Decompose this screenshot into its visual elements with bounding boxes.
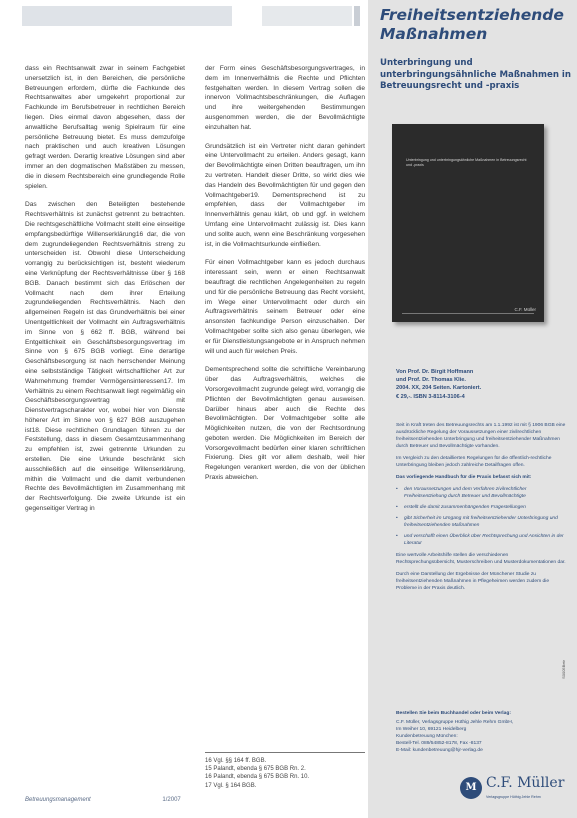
book-cover-rule [402,313,534,314]
publisher-name: C.F. Müller [486,775,565,791]
publisher-logo [460,775,570,805]
ad-authors [396,368,566,401]
header-tab-bar [262,6,352,26]
footnotes [205,752,365,790]
ad-subtitle: Unterbringung und unterbringungsähnliche Maßnahmen in Betreuungsrecht und -praxis [380,58,572,91]
article-column-left [25,64,185,523]
article-paragraph: Grundsätzlich ist ein Vertreter nicht daran gehindert eine Untervollmacht zu erteilen. Anders gesagt, kann der Bevollmächtigte einen Dritten beauftragen, um ihn zu vertreten. Handelt dieser Dritte, so wirkt dies wie das Handeln des Bevollmächtigten für und gegen den Vollmachtgeber19. Dementsprechend ist zu empfehlen, dass der Vollmachtgeber im Innenverhältnis genau klärt, ob und ggf. in welchem Umfang eine Untervollmacht zulässig ist. Dies kann und sollte auch, wenn eine Beschränkung vorgesehen ist, in die Vollmachtsurkunde einfließen. [205,142,365,248]
journal-issue: 1/2007 [162,797,181,803]
ad-paragraph: Seit in Kraft treten des Betreuungsrechts am 1.1.1992 ist mit § 1906 BGB eine ausdrückliche Regelung der Voraussetzungen einer zivilrechtlichen freiheitsentziehenden Unterbringung und freiheitsentziehender Maßnahmen durch Betreuer und Bevollmächtigte vorhanden. [396,423,566,449]
bullet-icon: • [396,516,398,521]
book-cover-title: Unterbringung und unterbringungsähnliche Maßnahmen in Betreuungsrecht und -praxis [406,158,527,167]
book-cover-publisher: C.F. Müller [514,307,536,312]
article-column-middle [205,64,365,492]
article-paragraph: Für einen Vollmachtgeber kann es jedoch durchaus interessant sein, wenn er einen Rechtsanwalt beauftragt die rechtlichen Angelegenheiten zu regeln und für die persönliche Betreuung das Recht vorsieht, im Wege einer Untervollmacht oder durch ein Auftragsverhältnis seinem Betreuer oder eine ansonsten fachkundige Person einzuschalten. Der Vollmachtgeber sollte sich also genau überlegen, wie er für Dienstleistungsangebote er in Anspruch nehmen will und auch für welchen Preis. [205,259,365,355]
footnote: 16 Vgl. §§ 164 ff. BGB. [205,758,267,764]
ad-bullet-list [396,486,566,547]
journal-name: Betreuungsmanagement [25,797,91,803]
header-tab-bar [22,6,232,26]
ad-body [396,422,566,597]
ad-bullet-item: • den Voraussetzungen und dem Verfahren zivilrechtlicher Freiheitsentziehung durch Betreuer und Bevollmächtigte [396,487,527,499]
publisher-logo-icon: M [460,777,482,799]
ad-book-details: 2004. XX, 204 Seiten. Kartoniert. [396,385,482,392]
ad-bullet-item: • und verschafft einen Überblick über Rechtsprechung und Ansichten in der Literatur [396,534,564,546]
ad-book-price: € 29,-. ISBN 3-8114-3106-4 [396,393,465,400]
ad-order-line: C.F. Müller, Verlagsgruppe Hüthig Jehle Rehm GmbH, [396,720,514,725]
ad-lead: Das vorliegende Handbuch für die Praxis befasst sich mit: [396,475,532,480]
article-paragraph: Dementsprechend sollte die schriftliche Vereinbarung über das Auftragsverhältnis, welches die Vorsorgevollmacht zugrunde gelegt wird, vorrangig die Pflichten der Bevollmächtigten genau ausweisen. Darüber hinaus aber auch die Rechte des Bevollmächtigten. Der Vollmachtgeber sollte alle Möglichkeiten nutzen, die von der Rechtsordnung geboten werden. Die Möglichkeiten im Bereich der Vorsorgevollmacht bedürfen einer klaren schriftlichen Fixierung. Dies gilt vor allem deshalb, weil hier Regelungen verankert werden, die von der üblichen Praxis abweichen. [205,366,365,482]
ad-paragraph: Im Vergleich zu den detaillierten Regelungen für die öffentlich-rechtliche Unterbringung bleiben jedoch zahlreiche Detailfragen offen. [396,456,552,468]
ad-order-line: Im Weiher 10, 69121 Heidelberg [396,727,467,732]
header-tab-marker [354,6,360,26]
book-cover-image [392,124,544,322]
ad-paragraph: Durch eine Darstellung der Ergebnisse der Münchener Studie zu freiheitsentziehenden Maßnahmen in Pflegeheimen werden zudem die Probleme in der Praxis deutlich. [396,572,550,591]
ad-author-line: und Prof. Dr. Thomas Klie. [396,377,466,384]
ad-order-line: Kundenbetreuung München: [396,734,458,739]
article-paragraph: dass ein Rechtsanwalt zwar in seinem Fachgebiet unersetzlich ist, in den Bereichen, die persönliche Betreuungen erfordern, dürfte die Fachkunde des Rechtsanwaltes aber umgekehrt proportional zur Fachkunde im Berufsbetreuer in rechtlichen Bereich liegen. Dies einmal davon abgesehen, dass der anwaltliche Berufsalltag wenig Spielraum für eine persönliche Betreuung bietet. Es muss demzufolge nach praktischen und auch kreativen Lösungen gefragt werden. Derartig kreative Lösungen sind aber immer an den dogmatischen Maßstäben zu messen, die in diesem Rechtsbereich eine grundlegende Rolle spielen. [25,65,185,190]
bullet-icon: • [396,487,398,492]
header-tabs [22,6,360,26]
bullet-icon: • [396,534,398,539]
ad-order-heading: Bestellen Sie beim Buchhandel oder beim Verlag: [396,711,511,716]
ad-order-line: Bestell-Tel. 089/54852-8178, Fax -8137 [396,741,482,746]
journal-footer [25,797,181,803]
article-paragraph: Das zwischen den Beteiligten bestehende Rechtsverhältnis ist zunächst getrennt zu betrachten. Die rechtsgeschäftliche Vollmacht stellt eine einseitige empfangsbedürftige Willenserklärung16 dar, die von dem zugrundeliegenden Rechtsverhältnis streng zu unterscheiden ist. Obwohl diese Unterscheidung vorrangig zu berücksichtigen ist, besteht wiederum eine Verknüpfung der Rechtsverhältnisse über § 168 BGB. Danach bestimmt sich das Erlöschen der Vollmacht nach dem ihrer Erteilung zugrundeliegenden Rechtsverhältnis. Nach den allgemeinen Regeln ist das Grundverhältnis bei einer Unentgeltlichkeit der Vollmacht ein Auftragsverhältnis im Sinne von § 662 ff. BGB, während bei Entgeltlichkeit ein Geschäftsbesorgungsvertrag im Sinne von § 675 BGB vorliegt. Eine derartige Geschäftsbesorgung ist nach herrschender Meinung eine selbstständige Tätigkeit wirtschaftlicher Art zur Wahrnehmung fremder Vermögensinteressen17. Im Verhältnis zu einem Rechtsanwalt liegt regelmäßig ein Geschäftsbesorgungsvertrag mit Dienstvertragscharakter vor, wobei hier von Dienste höherer Art im Sinne von § 627 BGB auszugehen ist18. Diese rechtlichen Grundlagen führen zu der Feststellung, dass in diesem Gesamtzusammenhang zu empfehlen ist, zwei getrennte Urkunden zu erstellen. Die eine Urkunde beschränkt sich ausschließlich auf die einseitige Willenserklärung, mithin die Vollmacht und die damit verbundenen Rechte des Bevollmächtigten im Zusammenhang mit der Rechtsverfolgung. Die zweite Urkunde ist ein gegenseitiger Vertrag in [25,201,185,513]
ad-order-info [396,710,566,754]
book-advertisement [368,0,577,818]
ad-author-line: Von Prof. Dr. Birgit Hoffmann [396,369,474,375]
ad-bullet-item: • gibt Sicherheit im Umgang mit freiheitsentziehender Unterbringung und freiheitsentziehenden Maßnahmen [396,516,558,528]
ad-code: S0005Betr [561,660,566,679]
ad-title: Freiheitsentziehende Maßnahmen [380,6,564,43]
bullet-icon: • [396,505,398,510]
footnote: 16 Palandt, ebenda § 675 BGB Rn. 10. [205,774,310,781]
footnote: 15 Palandt, ebenda § 675 BGB Rn. 2. [205,766,306,773]
ad-paragraph: Eine wertvolle Arbeitshilfe stellen die verschiedenen Rechtsprechungsübersicht, Musterschreiben und Musterdokumentationen dar. [396,553,566,565]
ad-bullet-item: • erstellt die damit zusammenhängenden Fragestellungen [396,505,526,510]
publisher-subtitle: Verlagsgruppe Hüthig Jehle Rehm [486,795,541,799]
ad-order-line: E-Mail: kundenbetreuung@hjr-verlag.de [396,748,483,753]
article-paragraph: der Form eines Geschäftsbesorgungsvertrages, in dem im Innenverhältnis die Rechte und Pflichten festgehalten werden. In diesem Vertrag sollen die innervon Vollmachtsbeschränkungen, die Auflagen und ihre weitergehenden Bestimmungen ausgenommen werden, die der Bevollmächtigte einzuhalten hat. [205,65,365,131]
footnote: 17 Vgl. § 164 BGB. [205,782,257,789]
